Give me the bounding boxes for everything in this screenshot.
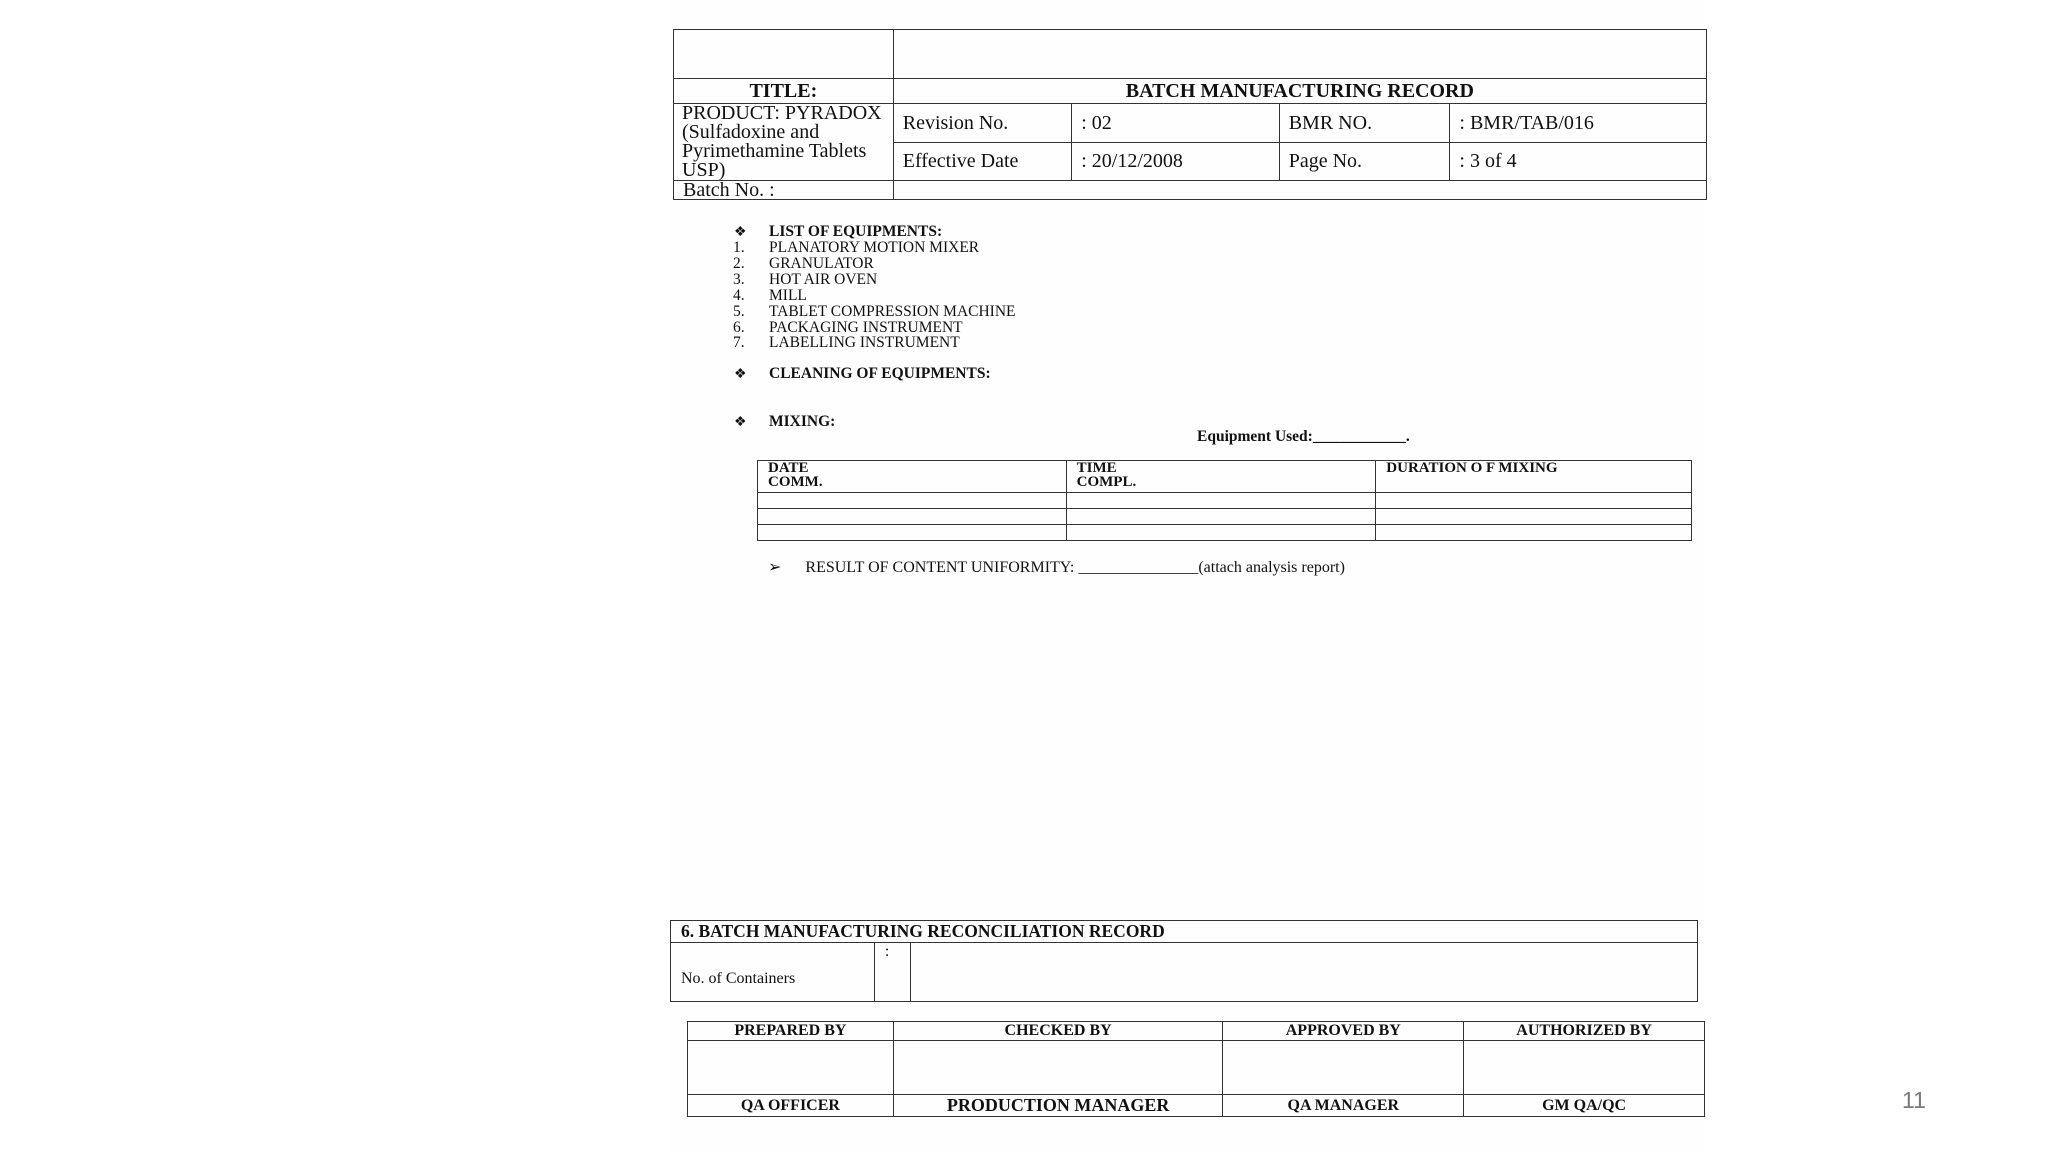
- bullet-diamond-icon: ❖: [734, 225, 747, 240]
- page-no-value: : 3 of 4: [1450, 143, 1707, 181]
- production-manager-role: PRODUCTION MANAGER: [893, 1095, 1223, 1117]
- arrow-bullet-icon: ➢: [768, 559, 782, 576]
- result-text: RESULT OF CONTENT UNIFORMITY: _______________(attach analysis report): [805, 559, 1345, 576]
- reconciliation-table: [670, 920, 1698, 1002]
- signature-cell: [1464, 1041, 1705, 1095]
- equipment-used-field: Equipment Used:____________.: [1197, 428, 1410, 445]
- product-desc-2: Pyrimethamine Tablets USP): [682, 140, 867, 181]
- list-item: 3. HOT AIR OVEN: [733, 270, 878, 288]
- revision-label: Revision No.: [893, 104, 1071, 143]
- effective-date-value: : 20/12/2008: [1072, 143, 1279, 181]
- checked-by-header: CHECKED BY: [893, 1022, 1223, 1041]
- batch-no-value: [893, 181, 1706, 200]
- table-row: [758, 509, 1692, 525]
- slide-number: 11: [1902, 1087, 1926, 1113]
- signature-cell: [688, 1041, 894, 1095]
- containers-colon: :: [874, 943, 910, 1002]
- effective-date-label: Effective Date: [893, 143, 1071, 181]
- authorized-by-header: AUTHORIZED BY: [1464, 1022, 1705, 1041]
- gm-qa-qc-role: GM QA/QC: [1464, 1095, 1705, 1117]
- page-no-label: Page No.: [1279, 143, 1450, 181]
- list-item: 5. TABLET COMPRESSION MACHINE: [733, 302, 1016, 320]
- list-item: 7. LABELLING INSTRUMENT: [733, 334, 960, 352]
- qa-officer-role: QA OFFICER: [688, 1095, 894, 1117]
- cleaning-heading: CLEANING OF EQUIPMENTS:: [769, 365, 991, 382]
- signature-cell: [1223, 1041, 1464, 1095]
- batch-no-label: Batch No. :: [674, 181, 894, 200]
- bullet-diamond-icon: ❖: [734, 367, 747, 382]
- prepared-by-header: PREPARED BY: [688, 1022, 894, 1041]
- approved-by-header: APPROVED BY: [1223, 1022, 1464, 1041]
- list-item: 6. PACKAGING INSTRUMENT: [733, 318, 963, 336]
- reconciliation-title: 6. BATCH MANUFACTURING RECONCILIATION RECORD: [671, 921, 1698, 943]
- bmr-label: BMR NO.: [1279, 104, 1450, 143]
- title-label: TITLE:: [674, 79, 894, 104]
- revision-value: : 02: [1072, 104, 1279, 143]
- list-item: 2. GRANULATOR: [733, 254, 874, 272]
- header-table: [673, 29, 1707, 200]
- list-item: 4. MILL: [733, 286, 807, 304]
- logo-cell: [674, 30, 894, 79]
- equipment-list: [733, 240, 1016, 351]
- date-comm-header: DATE COMM.: [758, 461, 1067, 493]
- signature-cell: [893, 1041, 1223, 1095]
- result-line: [768, 557, 1345, 577]
- table-row: [758, 493, 1692, 509]
- mixing-heading: MIXING:: [769, 413, 836, 430]
- table-row: [758, 525, 1692, 541]
- bmr-value: : BMR/TAB/016: [1450, 104, 1707, 143]
- mixing-table: [757, 460, 1692, 541]
- qa-manager-role: QA MANAGER: [1223, 1095, 1464, 1117]
- bullet-diamond-icon: ❖: [734, 415, 747, 430]
- product-desc-1: (Sulfadoxine and: [682, 121, 820, 143]
- time-compl-header: TIME COMPL.: [1066, 461, 1376, 493]
- signature-table: [687, 1021, 1705, 1117]
- containers-value: [910, 943, 1697, 1002]
- duration-header: DURATION O F MIXING: [1376, 461, 1692, 493]
- equipment-heading: LIST OF EQUIPMENTS:: [769, 223, 943, 240]
- containers-label: No. of Containers: [671, 943, 875, 1002]
- product-name: PRODUCT: PYRADOX: [682, 102, 882, 124]
- header-blank-cell: [893, 30, 1706, 79]
- list-item: 1. PLANATORY MOTION MIXER: [733, 239, 980, 256]
- document-title: BATCH MANUFACTURING RECORD: [893, 79, 1706, 104]
- product-cell: [674, 104, 894, 181]
